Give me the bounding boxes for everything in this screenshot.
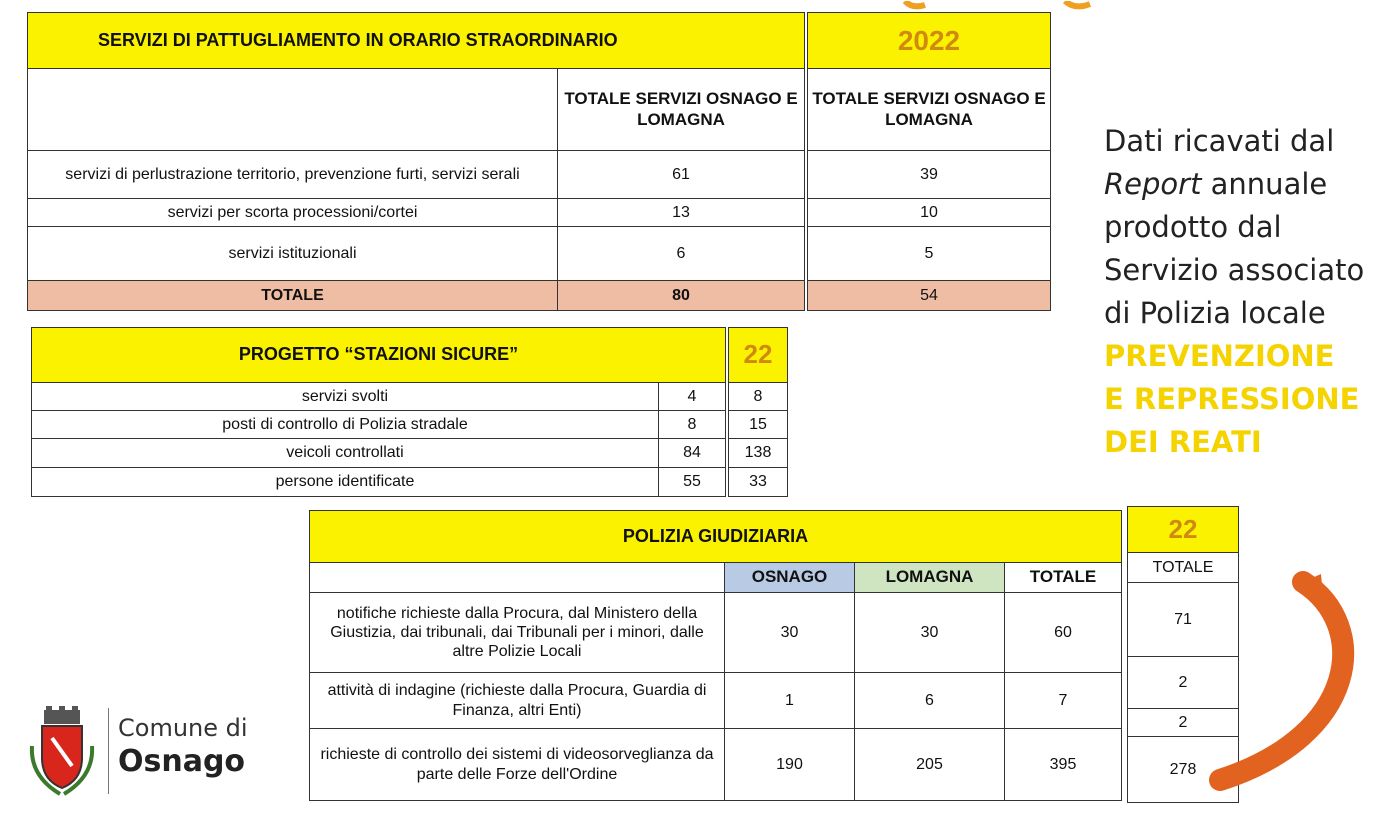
logo-line-1: Comune di: [118, 714, 248, 742]
logo-divider: [108, 708, 109, 794]
row-value: 2: [1128, 657, 1239, 709]
row-value: 55: [659, 468, 726, 497]
judicial-police-table: [309, 510, 1121, 800]
year-22-label: 22: [729, 328, 788, 383]
side-line-4: Servizio associato: [1104, 253, 1365, 287]
row-label: richieste di controllo dei sistemi di videosorveglianza da parte delle Forze dell'Ordine: [310, 729, 725, 801]
safe-stations-title: PROGETTO “STAZIONI SICURE”: [32, 328, 726, 383]
row-value: 84: [659, 439, 726, 468]
side-note: [1104, 120, 1379, 464]
row-label: servizi svolti: [32, 383, 659, 411]
row-value: 10: [808, 199, 1051, 227]
side-line-1: Dati ricavati dal: [1104, 124, 1335, 158]
row-value: 71: [1128, 583, 1239, 657]
row-osnago: 30: [725, 593, 855, 673]
col-totale: TOTALE: [1005, 563, 1122, 593]
row-value: 15: [729, 411, 788, 439]
orange-arrow: [1195, 570, 1370, 800]
row-osnago: 1: [725, 673, 855, 729]
coat-of-arms-icon: [22, 706, 102, 796]
row-value: 6: [558, 227, 805, 281]
row-value: 4: [659, 383, 726, 411]
patrol-services-title: SERVIZI DI PATTUGLIAMENTO IN ORARIO STRAORDINARIO: [28, 13, 805, 69]
row-value: 8: [729, 383, 788, 411]
empty-cell: [310, 563, 725, 593]
year-22-label: 22: [1128, 507, 1239, 553]
row-label: servizi per scorta processioni/cortei: [28, 199, 558, 227]
row-lomagna: 205: [855, 729, 1005, 801]
side-line-2: [1104, 163, 1379, 206]
top-decoration: [0, 0, 1379, 12]
row-value: 33: [729, 468, 788, 497]
side-line-5: di Polizia locale: [1104, 296, 1326, 330]
total-value: 80: [558, 281, 805, 311]
row-label: persone identificate: [32, 468, 659, 497]
logo-line-2: Osnago: [118, 744, 246, 779]
row-label: servizi di perlustrazione territorio, prevenzione furti, servizi serali: [28, 151, 558, 199]
total-services-header-2022: TOTALE SERVIZI OSNAGO E LOMAGNA: [808, 69, 1051, 151]
patrol-services-2022-table: [807, 12, 1051, 310]
col-osnago: OSNAGO: [725, 563, 855, 593]
judicial-police-title: POLIZIA GIUDIZIARIA: [310, 511, 1122, 563]
row-value: 138: [729, 439, 788, 468]
row-totale: 60: [1005, 593, 1122, 673]
orange-arrow-icon: [1195, 570, 1370, 800]
total-value-2022: 54: [808, 281, 1051, 311]
row-osnago: 190: [725, 729, 855, 801]
col-totale-2022: TOTALE: [1128, 553, 1239, 583]
report-italic: Report: [1104, 167, 1202, 201]
row-value: 61: [558, 151, 805, 199]
side-line-3: prodotto dal: [1104, 210, 1282, 244]
patrol-services-table: [27, 12, 804, 310]
row-lomagna: 30: [855, 593, 1005, 673]
row-lomagna: 6: [855, 673, 1005, 729]
side-title-1: PREVENZIONE: [1104, 339, 1335, 373]
row-label: notifiche richieste dalla Procura, dal Ministero della Giustizia, dai tribunali, dai Tribunali per i minori, dalle altre Polizie Locali: [310, 593, 725, 673]
row-value: 39: [808, 151, 1051, 199]
side-line-2-rest: annuale: [1201, 167, 1328, 201]
side-title-3: DEI REATI: [1104, 425, 1262, 459]
row-label: servizi istituzionali: [28, 227, 558, 281]
safe-stations-2022-table: [728, 327, 788, 496]
safe-stations-table: [31, 327, 725, 496]
row-value: 2: [1128, 709, 1239, 737]
year-2022-label: 2022: [808, 13, 1051, 69]
row-value: 278: [1128, 737, 1239, 803]
row-totale: 395: [1005, 729, 1122, 801]
total-services-header: TOTALE SERVIZI OSNAGO E LOMAGNA: [558, 69, 805, 151]
row-totale: 7: [1005, 673, 1122, 729]
col-lomagna: LOMAGNA: [855, 563, 1005, 593]
row-label: veicoli controllati: [32, 439, 659, 468]
total-label: TOTALE: [28, 281, 558, 311]
row-label: attività di indagine (richieste dalla Procura, Guardia di Finanza, altri Enti): [310, 673, 725, 729]
row-value: 13: [558, 199, 805, 227]
municipality-logo: [22, 706, 262, 796]
empty-cell: [28, 69, 558, 151]
row-value: 5: [808, 227, 1051, 281]
side-title-2: E REPRESSIONE: [1104, 382, 1360, 416]
row-value: 8: [659, 411, 726, 439]
row-label: posti di controllo di Polizia stradale: [32, 411, 659, 439]
